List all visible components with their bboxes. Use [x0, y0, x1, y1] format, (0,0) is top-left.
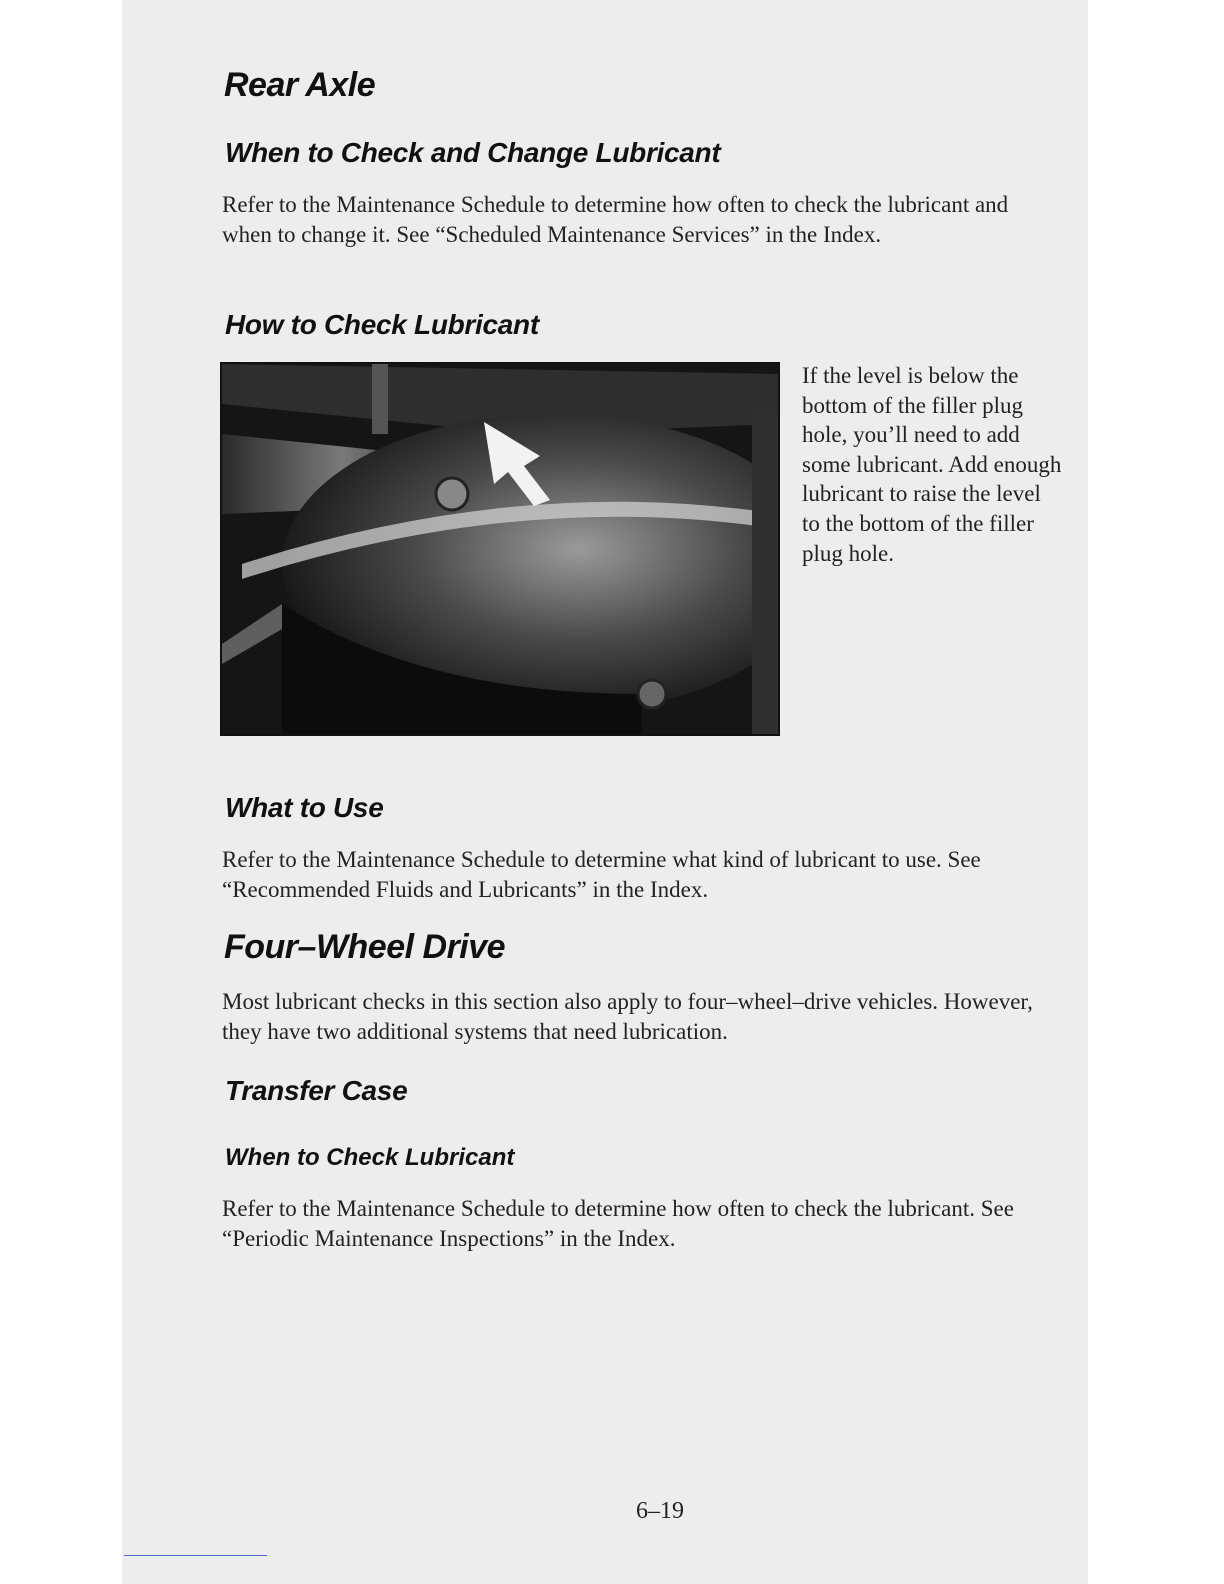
differential-illustration	[222, 364, 778, 734]
what-to-use-heading: What to Use	[225, 792, 384, 823]
page-number: 6–19	[636, 1498, 684, 1524]
rear-axle-title: Rear Axle	[224, 66, 376, 104]
four-wheel-drive-text: Most lubricant checks in this section also apply to four–wheel–drive vehicles. However, they have two additional systems that need lubrication.	[222, 989, 1033, 1044]
four-wheel-drive-title: Four–Wheel Drive	[224, 928, 506, 966]
what-to-use-text: Refer to the Maintenance Schedule to determine what kind of lubricant to use. See “Recommended Fluids and Lubricants” in the Index.	[222, 847, 981, 902]
when-to-check-change-text: Refer to the Maintenance Schedule to determine how often to check the lubricant and when to change it. See “Scheduled Maintenance Services” in the Index.	[222, 192, 1009, 247]
when-to-check-change-heading: When to Check and Change Lubricant	[225, 137, 721, 168]
corner-rule	[124, 1555, 267, 1556]
how-to-check-heading: How to Check Lubricant	[225, 309, 539, 340]
transfer-case-when-heading: When to Check Lubricant	[225, 1144, 515, 1171]
transfer-case-title: Transfer Case	[225, 1075, 408, 1106]
transfer-case-when-text: Refer to the Maintenance Schedule to determine how often to check the lubricant. See “Periodic Maintenance Inspections” in the Index.	[222, 1196, 1014, 1251]
rear-axle-photo	[220, 362, 780, 736]
how-to-check-text: If the level is below the bottom of the filler plug hole, you’ll need to add some lubricant. Add enough lubricant to raise the level to the bottom of the filler plug hole.	[802, 363, 1062, 566]
